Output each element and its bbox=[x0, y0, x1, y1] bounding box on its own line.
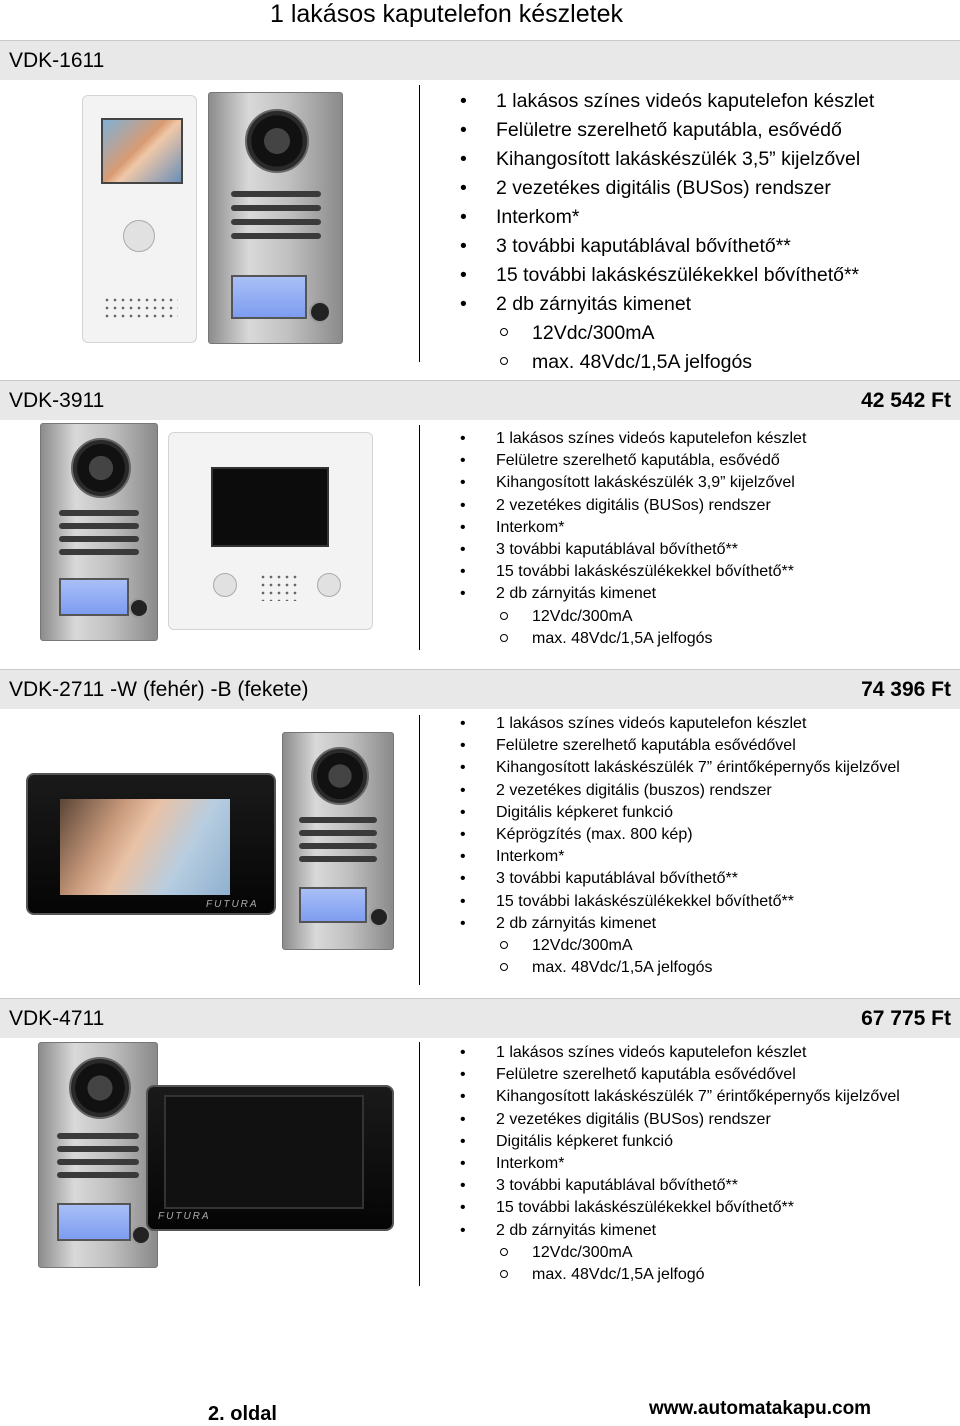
indoor-monitor-image bbox=[146, 1085, 394, 1231]
feature-item: • Kihangosított lakáskészülék 7” érintőképernyős kijelzővel bbox=[460, 1086, 900, 1108]
feature-item: • 1 lakásos színes videós kaputelefon készlet bbox=[460, 428, 806, 450]
feature-item: • 15 további lakáskészülékekkel bővíthető** bbox=[460, 561, 806, 583]
model-name: VDK-2711 -W (fehér) -B (fekete) bbox=[9, 678, 309, 701]
product-header bbox=[0, 669, 960, 709]
product-header bbox=[0, 40, 960, 80]
page-title: 1 lakásos kaputelefon készletek bbox=[270, 0, 623, 28]
feature-item: • 3 további kaputáblával bővíthető** bbox=[460, 232, 874, 261]
feature-item: • 1 lakásos színes videós kaputelefon készlet bbox=[460, 87, 874, 116]
divider bbox=[419, 1042, 420, 1286]
product-header bbox=[0, 998, 960, 1038]
feature-item: • Digitális képkeret funkció bbox=[460, 802, 900, 824]
divider bbox=[419, 425, 420, 650]
feature-item: • Interkom* bbox=[460, 517, 806, 539]
price: 42 542 Ft bbox=[861, 389, 951, 412]
feature-item: • 3 további kaputáblával bővíthető** bbox=[460, 539, 806, 561]
sub-feature-item: max. 48Vdc/1,5A jelfogós bbox=[460, 348, 874, 377]
door-panel-image bbox=[208, 92, 343, 344]
feature-item: • Interkom* bbox=[460, 846, 900, 868]
feature-item: • Felületre szerelhető kaputábla, esővédő bbox=[460, 116, 874, 145]
feature-item: • 2 vezetékes digitális (BUSos) rendszer bbox=[460, 495, 806, 517]
feature-item: • 2 db zárnyitás kimenet bbox=[460, 583, 806, 605]
sub-feature-item: max. 48Vdc/1,5A jelfogós bbox=[460, 628, 806, 650]
feature-item: • 1 lakásos színes videós kaputelefon készlet bbox=[460, 1042, 900, 1064]
feature-item: • Kihangosított lakáskészülék 3,5” kijelzővel bbox=[460, 145, 874, 174]
feature-item: • Kihangosított lakáskészülék 3,9” kijelzővel bbox=[460, 472, 806, 494]
indoor-monitor-image bbox=[82, 95, 197, 343]
sub-feature-item: 12Vdc/300mA bbox=[460, 1242, 900, 1264]
feature-item: • 2 vezetékes digitális (BUSos) rendszer bbox=[460, 174, 874, 203]
feature-item: • Felületre szerelhető kaputábla esővédővel bbox=[460, 1064, 900, 1086]
model-name: VDK-1611 bbox=[9, 49, 105, 72]
feature-list bbox=[460, 713, 900, 979]
feature-list bbox=[460, 1042, 900, 1286]
sub-feature-item: 12Vdc/300mA bbox=[460, 935, 900, 957]
door-panel-image bbox=[282, 732, 394, 950]
feature-item: • 15 további lakáskészülékekkel bővíthető** bbox=[460, 891, 900, 913]
divider bbox=[419, 85, 420, 362]
model-name: VDK-4711 bbox=[9, 1007, 105, 1030]
feature-item: • 15 további lakáskészülékekkel bővíthető** bbox=[460, 261, 874, 290]
brand-logo: FUTURA bbox=[158, 1211, 211, 1222]
page-number: 2. oldal bbox=[208, 1403, 277, 1425]
feature-item: • Interkom* bbox=[460, 203, 874, 232]
divider bbox=[419, 715, 420, 985]
feature-list bbox=[460, 428, 806, 650]
price: 67 775 Ft bbox=[861, 1007, 951, 1030]
feature-item: • Kihangosított lakáskészülék 7” érintőképernyős kijelzővel bbox=[460, 757, 900, 779]
sub-feature-item: 12Vdc/300mA bbox=[460, 319, 874, 348]
sub-feature-item: max. 48Vdc/1,5A jelfogó bbox=[460, 1264, 900, 1286]
feature-item: • 2 db zárnyitás kimenet bbox=[460, 913, 900, 935]
feature-item: • 2 db zárnyitás kimenet bbox=[460, 290, 874, 319]
model-name: VDK-3911 bbox=[9, 389, 105, 412]
feature-item: • Felületre szerelhető kaputábla, esővédő bbox=[460, 450, 806, 472]
feature-item: • 2 db zárnyitás kimenet bbox=[460, 1220, 900, 1242]
feature-item: • 3 további kaputáblával bővíthető** bbox=[460, 1175, 900, 1197]
feature-item: • 3 további kaputáblával bővíthető** bbox=[460, 868, 900, 890]
website-link[interactable]: www.automatakapu.com bbox=[649, 1398, 872, 1419]
price: 74 396 Ft bbox=[861, 678, 951, 701]
feature-item: • 2 vezetékes digitális (BUSos) rendszer bbox=[460, 1109, 900, 1131]
feature-item: • Interkom* bbox=[460, 1153, 900, 1175]
feature-item: • Felületre szerelhető kaputábla esővédővel bbox=[460, 735, 900, 757]
brand-logo: FUTURA bbox=[206, 899, 259, 910]
door-panel-image bbox=[38, 1042, 158, 1268]
sub-feature-item: 12Vdc/300mA bbox=[460, 606, 806, 628]
sub-feature-item: max. 48Vdc/1,5A jelfogós bbox=[460, 957, 900, 979]
feature-item: • 15 további lakáskészülékekkel bővíthető** bbox=[460, 1197, 900, 1219]
feature-item: • 1 lakásos színes videós kaputelefon készlet bbox=[460, 713, 900, 735]
feature-item: • Digitális képkeret funkció bbox=[460, 1131, 900, 1153]
indoor-monitor-image bbox=[26, 773, 276, 915]
feature-item: • Képrögzítés (max. 800 kép) bbox=[460, 824, 900, 846]
product-header bbox=[0, 380, 960, 420]
feature-list bbox=[460, 87, 874, 377]
door-panel-image bbox=[40, 423, 158, 641]
indoor-monitor-image bbox=[168, 432, 373, 630]
feature-item: • 2 vezetékes digitális (buszos) rendszer bbox=[460, 780, 900, 802]
